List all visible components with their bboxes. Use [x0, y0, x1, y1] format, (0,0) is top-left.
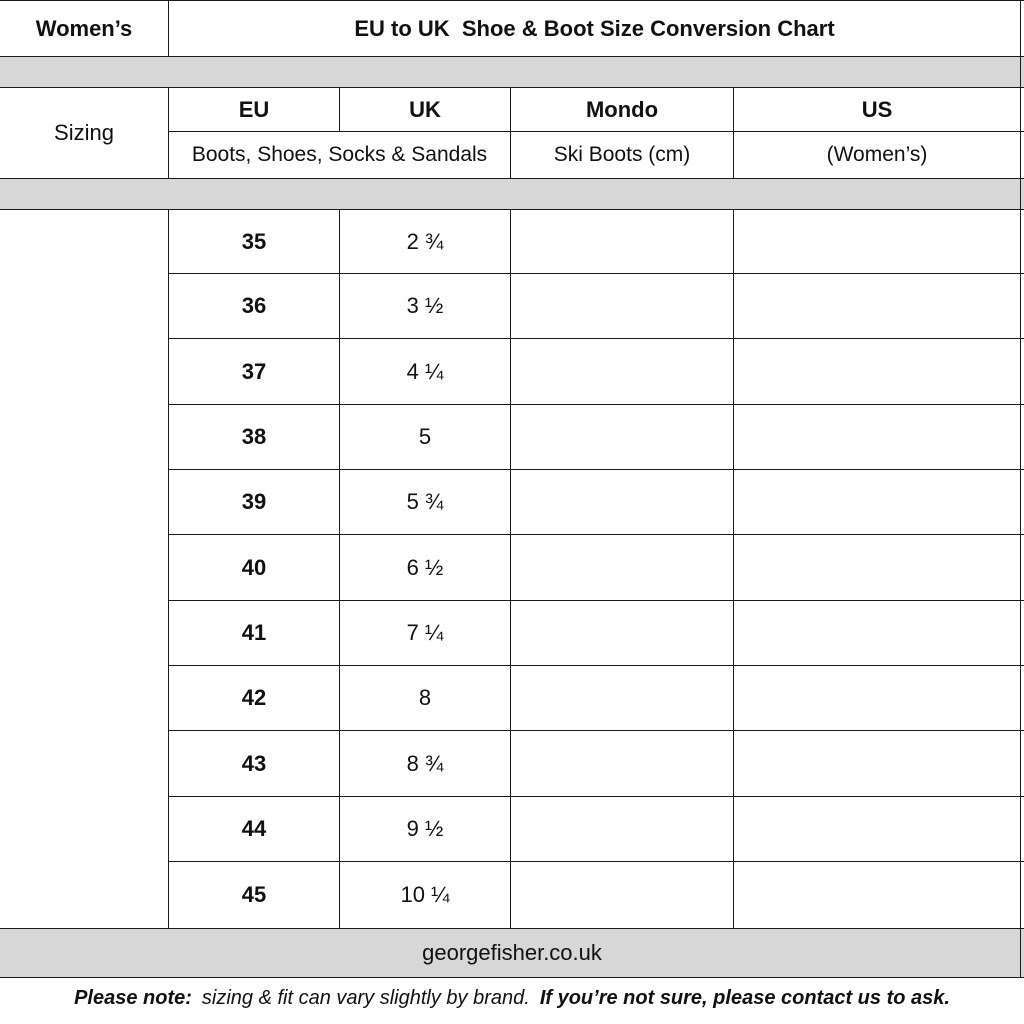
note-suffix: If you’re not sure, please contact us to ask. — [539, 986, 950, 1009]
sizing-note — [0, 978, 1024, 1018]
divider-band-middle — [0, 179, 1024, 209]
us-size-cell — [734, 405, 1020, 469]
eu-size-cell: 39 — [241, 489, 267, 514]
us-size-cell — [734, 274, 1020, 338]
sizing-label: Sizing — [54, 120, 114, 145]
uk-size-cell: 10 ¼ — [400, 882, 450, 907]
category-label: Women’s — [35, 15, 133, 41]
uk-size-cell: 2 ¾ — [406, 228, 444, 254]
uk-size-cell: 3 ½ — [406, 293, 444, 318]
us-size-cell — [734, 339, 1020, 404]
website-link[interactable]: georgefisher.co.uk — [422, 940, 602, 965]
eu-size-cell: 43 — [241, 750, 267, 776]
note-prefix: Please note: — [74, 986, 192, 1009]
mondo-size-cell — [511, 797, 733, 861]
column-header-eu: EU — [238, 96, 270, 122]
us-size-cell — [734, 210, 1020, 273]
eu-size-cell: 41 — [241, 620, 267, 645]
us-size-cell — [734, 797, 1020, 861]
rule — [0, 56, 1024, 57]
eu-size-cell: 45 — [241, 882, 267, 907]
us-size-cell — [734, 535, 1020, 600]
mondo-size-cell — [511, 666, 733, 730]
column-subheader-mondo: Ski Boots (cm) — [553, 143, 691, 166]
uk-size-cell: 5 ¾ — [406, 489, 444, 514]
us-size-cell — [734, 470, 1020, 534]
column-header-mondo: Mondo — [585, 96, 659, 122]
mondo-size-cell — [511, 862, 733, 928]
eu-size-cell: 35 — [241, 228, 267, 254]
mondo-size-cell — [511, 601, 733, 665]
uk-size-cell: 9 ½ — [406, 816, 444, 841]
us-size-cell — [734, 601, 1020, 665]
column-header-us: US — [861, 96, 893, 122]
uk-size-cell: 8 ¾ — [406, 750, 444, 776]
uk-size-cell: 4 ¼ — [406, 358, 444, 384]
uk-size-cell: 6 ½ — [406, 554, 444, 580]
us-size-cell — [734, 731, 1020, 796]
eu-size-cell: 42 — [241, 685, 267, 710]
us-size-cell — [734, 862, 1020, 928]
eu-size-cell: 36 — [241, 293, 267, 318]
uk-size-cell: 5 — [418, 424, 432, 449]
rule — [0, 178, 1024, 179]
divider-band-top — [0, 57, 1024, 87]
uk-size-cell: 8 — [418, 685, 432, 710]
mondo-size-cell — [511, 339, 733, 404]
uk-size-cell: 7 ¼ — [406, 620, 444, 645]
mondo-size-cell — [511, 274, 733, 338]
mondo-size-cell — [511, 535, 733, 600]
mondo-size-cell — [511, 731, 733, 796]
note-text: sizing & fit can vary slightly by brand. — [201, 986, 530, 1009]
chart-title: EU to UK Shoe & Boot Size Conversion Chart — [354, 15, 835, 41]
eu-size-cell: 38 — [241, 424, 267, 449]
column-header-uk: UK — [409, 96, 441, 122]
mondo-size-cell — [511, 470, 733, 534]
mondo-size-cell — [511, 210, 733, 273]
mondo-size-cell — [511, 405, 733, 469]
eu-size-cell: 40 — [241, 554, 267, 580]
us-size-cell — [734, 666, 1020, 730]
column-subheader-eu-uk: Boots, Shoes, Socks & Sandals — [191, 143, 488, 166]
column-subheader-us: (Women’s) — [826, 143, 928, 166]
column-rule — [1020, 0, 1021, 977]
eu-size-cell: 44 — [241, 816, 267, 841]
eu-size-cell: 37 — [241, 358, 267, 384]
